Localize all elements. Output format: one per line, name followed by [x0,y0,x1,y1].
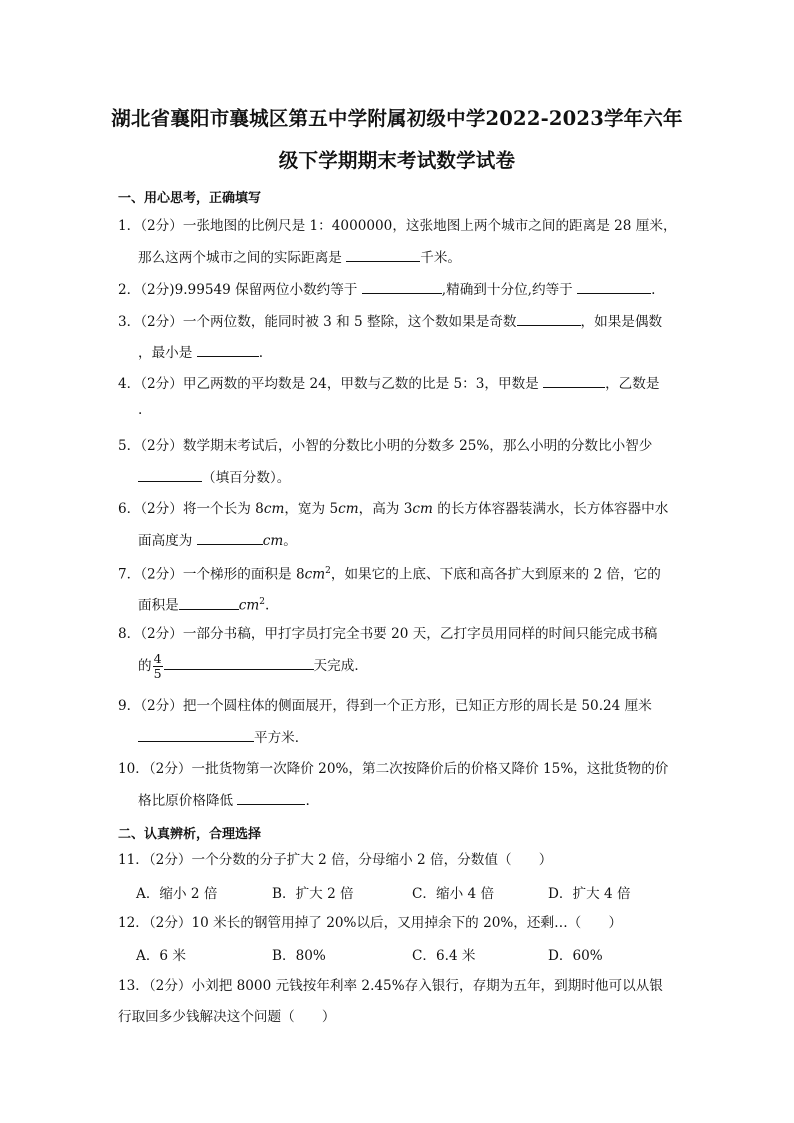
question-8-line2 [138,652,368,681]
exponent: 2 [325,566,331,576]
question-1-text: 那么这两个城市之间的实际距离是 [138,250,347,266]
question-3-line1 [118,311,662,332]
q12-option-d[interactable]: D．60% [548,948,603,964]
question-6-text5: 面高度为 [138,533,197,549]
question-4-text: 4．（2分）甲乙两数的平均数是 24，甲数与乙数的比是 5：3，甲数是 [118,376,544,392]
area-value: 8 [295,566,305,583]
question-7-end: . [265,597,270,614]
question-7-text2: ，如果它的上底、下底和高各扩大到原来的 2 倍，它的 [330,566,661,583]
question-6-text4: 的长方体容器装满水，长方体容器中水 [432,501,669,517]
question-2-end: . [651,282,656,298]
question-10-line1: 10．（2分）一批货物第一次降价 20%，第二次按降价后的价格又降价 15%，这批货物的价 [118,761,669,777]
question-7-text3: 面积是 [138,597,179,614]
question-6-end: 。 [283,533,297,549]
question-11: 11．（2分）一个分数的分子扩大 2 倍，分母缩小 2 倍，分数值（ ） [118,852,553,868]
question-5-end: （填百分数）。 [202,470,291,486]
answer-blank[interactable] [197,530,263,545]
fraction-denominator: 5 [153,666,162,681]
question-3-end: . [258,345,264,361]
question-10-end: . [305,793,310,809]
height-value: 3 [403,501,413,517]
question-1-line1: 1．（2分）一张地图的比例尺是 1：4000000，这张地图上两个城市之间的距离是 28 厘米， [118,218,677,234]
question-12: 12．（2分）10 米长的钢管用掉了 20%以后，又用掉余下的 20%，还剩…（ ） [118,915,623,931]
question-13-line1: 13．（2分）小刘把 8000 元钱按年利率 2.45%存入银行，存期为五年，到期时他可以从银 [118,978,663,994]
question-6-text2: ，宽为 [284,501,330,517]
question-13-line2: 行取回多少钱解决这个问题（ ） [118,1009,336,1025]
answer-blank[interactable] [517,311,581,326]
exponent: 2 [259,597,266,607]
question-3-text2: ，如果是偶数 [580,314,663,330]
q11-option-a[interactable]: A．缩小 2 倍 [136,886,218,902]
question-6-text3: ，高为 [358,501,404,517]
question-1-line2 [138,247,461,268]
question-6-line2 [138,530,297,551]
answer-blank[interactable] [164,655,314,670]
answer-blank[interactable] [346,247,420,262]
question-7-line1 [118,561,661,585]
answer-blank[interactable] [543,373,605,388]
answer-blank[interactable] [362,279,442,294]
question-3-text: 3．（2分）一个两位数，能同时被 3 和 5 整除，这个数如果是奇数 [118,314,517,330]
unit-cm: cm [338,501,359,517]
question-4-line2: . [138,402,143,418]
unit-cm: cm [238,597,260,614]
answer-blank[interactable] [577,279,651,294]
section-heading-choice: 二、认真辨析，合理选择 [118,827,262,842]
unit-cm: cm [412,501,433,517]
question-4-line1 [118,373,659,394]
exam-title-line1: 湖北省襄阳市襄城区第五中学附属初级中学2022-2023学年六年 [111,107,683,130]
question-9-end: 平方米． [254,730,309,746]
q11-option-b[interactable]: B．扩大 2 倍 [272,886,354,902]
question-7-text: 7．（2分）一个梯形的面积是 [118,566,296,583]
fraction-4-5 [153,652,163,681]
q11-option-d[interactable]: D．扩大 4 倍 [548,886,631,902]
question-8-text: 的 [138,658,152,674]
question-9-line2 [138,727,308,748]
question-6-line1 [118,499,668,519]
question-9-line1: 9．（2分）把一个圆柱体的侧面展开，得到一个正方形，已知正方形的周长是 50.24 厘米 [118,698,652,714]
length-value: 8 [255,501,264,517]
width-value: 5 [329,501,339,517]
answer-blank[interactable] [197,342,259,357]
q12-option-a[interactable]: A．6 米 [136,948,186,964]
question-4-text2: ，乙数是 [605,376,660,392]
question-2-text2: ,精确到十分位,约等于 [441,282,578,298]
question-5-line1: 5．（2分）数学期末考试后，小智的分数比小明的分数多 25%，那么小明的分数比小智少 [118,438,653,454]
q11-option-c[interactable]: C．缩小 4 倍 [412,886,495,902]
answer-blank[interactable] [138,467,202,482]
answer-blank[interactable] [138,727,254,742]
question-3-line2 [138,342,263,363]
exam-title-line2: 级下学期期末考试数学试卷 [278,149,516,172]
question-8-end: 天完成． [313,658,368,674]
fraction-numerator: 4 [153,651,162,666]
question-5-line2 [138,467,290,488]
question-7-line2 [138,592,269,616]
question-8-line1: 8．（2分）一部分书稿，甲打字员打完全书要 20 天，乙打字员用同样的时间只能完成书稿 [118,626,658,642]
question-3-text3: ，最小是 [138,345,197,361]
unit-cm: cm [304,566,326,583]
q12-option-b[interactable]: B．80% [272,948,326,964]
answer-blank[interactable] [237,790,305,805]
section-heading-fill-in: 一、用心思考，正确填写 [118,191,262,206]
answer-blank[interactable] [179,595,239,610]
question-1-unit: 千米。 [420,250,462,266]
question-2-text: 2．（2分)9.99549 保留两位小数约等于 [118,282,362,298]
question-2 [118,279,655,300]
question-10-line2 [138,790,310,811]
question-10-text: 格比原价格降低 [138,793,238,809]
question-6-text: 6．（2分）将一个长为 [118,501,256,517]
unit-cm: cm [262,533,284,549]
q12-option-c[interactable]: C．6.4 米 [412,948,476,964]
unit-cm: cm [263,501,285,517]
